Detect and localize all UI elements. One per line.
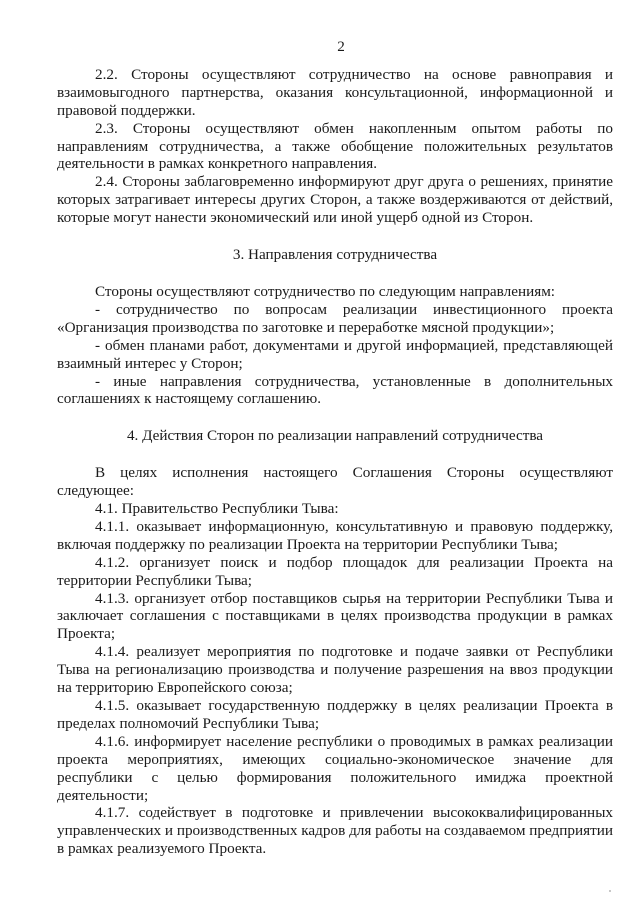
section-4-heading: 4. Действия Сторон по реализации направлений сотрудничества bbox=[126, 427, 544, 445]
clause-4-1-3: 4.1.3. организует отбор поставщиков сырья на территории Республики Тыва и заключает соглашения с поставщиками в целях производства продукции в рамках Проекта; bbox=[57, 589, 613, 643]
clause-4-1-6: 4.1.6. информирует население республики о проводимых в рамках реализации проекта мероприятиях, имеющих социально-экономическое значение для республики с целью формирования положительного имиджа проектной деятельности; bbox=[57, 732, 613, 804]
clause-2-2: 2.2. Стороны осуществляют сотрудничество на основе равноправия и взаимовыгодного партнерства, оказания консультационной, информационной и правовой поддержки. bbox=[57, 65, 613, 119]
scan-speck bbox=[609, 890, 611, 892]
section-4-intro: В целях исполнения настоящего Соглашения Стороны осуществляют следующее: bbox=[57, 464, 613, 500]
clause-4-1-1: 4.1.1. оказывает информационную, консультативную и правовую поддержку, включая поддержку по реализации Проекта на территории Республики Тыва; bbox=[57, 517, 613, 553]
clause-4-1-5: 4.1.5. оказывает государственную поддержку в целях реализации Проекта в пределах полномочий Республики Тыва; bbox=[57, 697, 613, 732]
clause-2-4: 2.4. Стороны заблаговременно информируют друг друга о решениях, принятие которых затрагивает интересы других Сторон, а также воздерживаются от действий, которые могут нанести экономический или иной ущерб одной из Сторон. bbox=[57, 173, 613, 227]
cooperation-direction-item: - обмен планами работ, документами и другой информацией, представляющей взаимный интерес у Сторон; bbox=[57, 336, 613, 372]
clause-2-3: 2.3. Стороны осуществляют обмен накопленным опытом работы по направлениям сотрудничества, а также обобщение положительных результатов деятельности в рамках конкретного направления. bbox=[57, 119, 613, 173]
section-3-intro: Стороны осуществляют сотрудничество по следующим направлениям: bbox=[95, 282, 556, 300]
clause-4-1-4: 4.1.4. реализует мероприятия по подготовке и подаче заявки от Республики Тыва на регионализацию производства и получение разрешения на ввоз продукции на территорию Европейского союза; bbox=[57, 643, 613, 697]
clause-4-1-7: 4.1.7. содействует в подготовке и привлечении высококвалифицированных управленческих и производственных кадров для работы на создаваемом предприятии в рамках реализуемого Проекта. bbox=[57, 804, 613, 858]
cooperation-direction-item: - иные направления сотрудничества, установленные в дополнительных соглашениях к настоящему соглашению. bbox=[57, 372, 613, 408]
cooperation-direction-item: - сотрудничество по вопросам реализации инвестиционного проекта «Организация производства по заготовке и переработке мясной продукции»; bbox=[57, 300, 613, 336]
section-4-body bbox=[57, 464, 613, 858]
clause-4-1-2: 4.1.2. организует поиск и подбор площадок для реализации Проекта на территории Республики Тыва; bbox=[57, 553, 613, 589]
section-2-clauses bbox=[57, 66, 613, 227]
section-3-heading: 3. Направления сотрудничества bbox=[232, 246, 438, 264]
clause-4-1-heading: 4.1. Правительство Республики Тыва: bbox=[95, 500, 339, 518]
section-3-body bbox=[57, 283, 613, 408]
page-number: 2 bbox=[337, 38, 345, 55]
